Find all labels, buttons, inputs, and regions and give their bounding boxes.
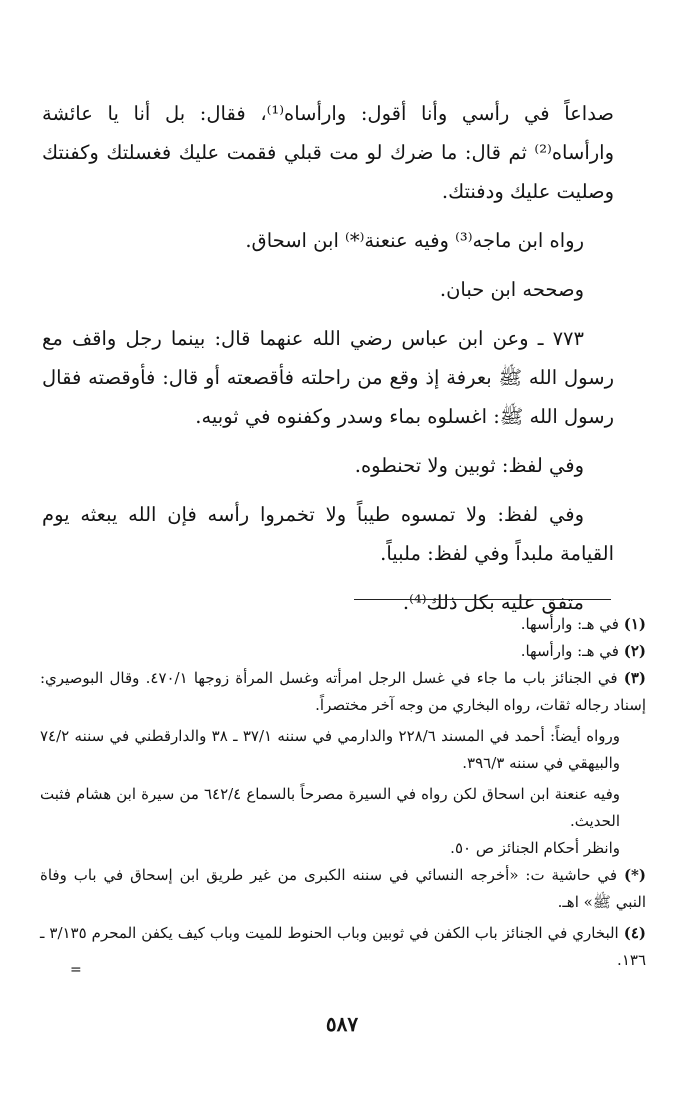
footnote-star <box>40 862 646 916</box>
body-paragraph-5: وفي لفظ: ثوبين ولا تحنطوه. <box>354 454 584 477</box>
footnote-3-cont-a <box>40 723 646 777</box>
footnotes <box>40 611 646 974</box>
footnote-text: في هـ: وارأسها. <box>520 615 619 633</box>
footnote-number: (٢) <box>623 642 646 660</box>
hadith-773-paragraph: ٧٧٣ ـ وعن ابن عباس رضي الله عنهما قال: بينما رجل واقف مع رسول الله ﷺ بعرفة إذ وقع من راحلته فأقصعته أو قال: فأوقصته فقال رسول الله ﷺ: اغسلوه بماء وسدر وكفنوه في ثوبيه. <box>42 327 614 428</box>
body-paragraph-2: رواه ابن ماجه⁽³⁾ وفيه عنعنة⁽*⁾ ابن اسحاق. <box>245 229 584 252</box>
main-text <box>42 94 614 622</box>
footnote-text: في حاشية ت: «أخرجه النسائي في سننه الكبرى من غير طريق ابن إسحاق في باب وفاة النبي ﷺ» اهـ. <box>40 866 646 911</box>
footnote-number: (١) <box>623 615 646 633</box>
footnote-number: (٣) <box>623 669 646 687</box>
page-number: ٥٨٧ <box>325 1012 359 1036</box>
footnote-text: في هـ: وارأسها. <box>520 642 619 660</box>
footnote-number: (*) <box>623 866 646 884</box>
footnote-4 <box>40 920 646 974</box>
body-paragraph-1: صداعاً في رأسي وأنا أقول: وارأساه⁽¹⁾، فقال: بل أنا يا عائشة وارأساه⁽²⁾ ثم قال: ما ضرك لو مت قبلي فقمت عليك فغسلتك وكفنتك وصليت عليك ودفنتك. <box>42 102 614 203</box>
footnote-1 <box>40 611 646 638</box>
footnote-divider <box>354 599 611 600</box>
footnote-text: البخاري في الجنائز باب الكفن في ثوبين وباب الحنوط للميت وباب كيف يكفن المحرم ٣/١٣٥ ـ ١٣٦. <box>40 924 646 969</box>
footnote-text: ورواه أيضاً: أحمد في المسند ٢٢٨/٦ والدارمي في سننه ٣٧/١ ـ ٣٨ والدارقطني في سننه ٧٤/٢ والبيهقي في سننه ٣٩٦/٣. <box>40 727 621 772</box>
margin-mark: = <box>70 962 82 978</box>
footnote-3-cont-c <box>40 835 646 862</box>
footnote-3 <box>40 665 646 719</box>
body-paragraph-7: متفق عليه بكل ذلك⁽⁴⁾. <box>402 591 584 614</box>
footnote-text: في الجنائز باب ما جاء في غسل الرجل امرأته وغسل المرأة زوجها ٤٧٠/١. وقال البوصيري: إسناد رجاله ثقات، رواه البخاري من وجه آخر مختصراً. <box>40 669 646 714</box>
footnote-3-cont-b <box>40 781 646 835</box>
footnote-text: وانظر أحكام الجنائز ص ٥٠. <box>450 839 620 857</box>
body-paragraph-6: وفي لفظ: ولا تمسوه طيباً ولا تخمروا رأسه فإن الله يبعثه يوم القيامة ملبداً وفي لفظ: ملبياً. <box>42 503 614 565</box>
footnote-2 <box>40 638 646 665</box>
footnote-number: (٤) <box>623 924 646 942</box>
body-paragraph-3: وصححه ابن حبان. <box>439 278 584 301</box>
footnote-text: وفيه عنعنة ابن اسحاق لكن رواه في السيرة مصرحاً بالسماع ٦٤٢/٤ من سيرة ابن هشام فثبت الحديث. <box>40 785 620 830</box>
